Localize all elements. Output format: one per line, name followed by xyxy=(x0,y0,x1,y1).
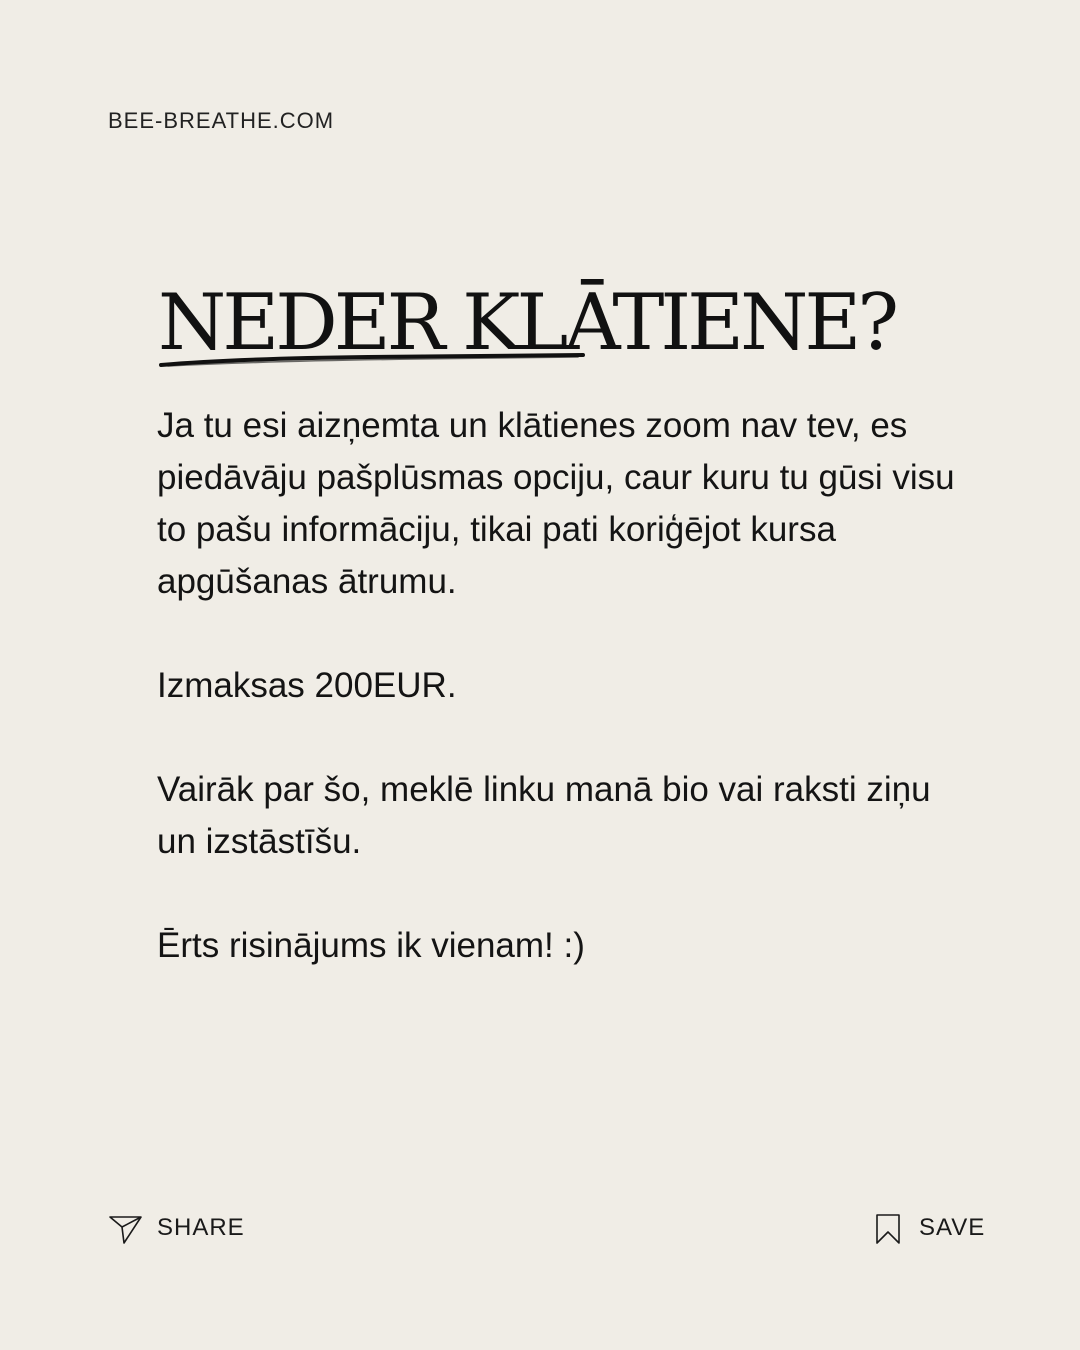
body-paragraph-info: Vairāk par šo, meklē linku manā bio vai raksti ziņu un izstāstīšu. xyxy=(157,770,931,861)
body-copy xyxy=(157,400,957,972)
site-url: BEE-BREATHE.COM xyxy=(108,108,335,133)
page-title: NEDER KLĀTIENE? xyxy=(158,278,896,368)
body-paragraph-closing: Ērts risinājums ik vienam! :) xyxy=(157,926,585,965)
paper-plane-icon xyxy=(108,1210,144,1246)
bookmark-icon xyxy=(870,1210,906,1246)
headline-block xyxy=(158,278,1018,378)
brush-underline xyxy=(158,348,598,372)
body-paragraph-price: Izmaksas 200EUR. xyxy=(157,666,457,705)
save-button[interactable] xyxy=(870,1208,985,1248)
share-label: SHARE xyxy=(157,1214,245,1241)
save-label: SAVE xyxy=(919,1214,986,1241)
share-button[interactable] xyxy=(108,1208,245,1248)
body-paragraph-intro: Ja tu esi aizņemta un klātienes zoom nav tev, es piedāvāju pašplūsmas opciju, caur kuru tu gūsi visu to pašu informāciju, tikai pati koriģējot kursa apgūšanas ātrumu. xyxy=(157,406,955,601)
